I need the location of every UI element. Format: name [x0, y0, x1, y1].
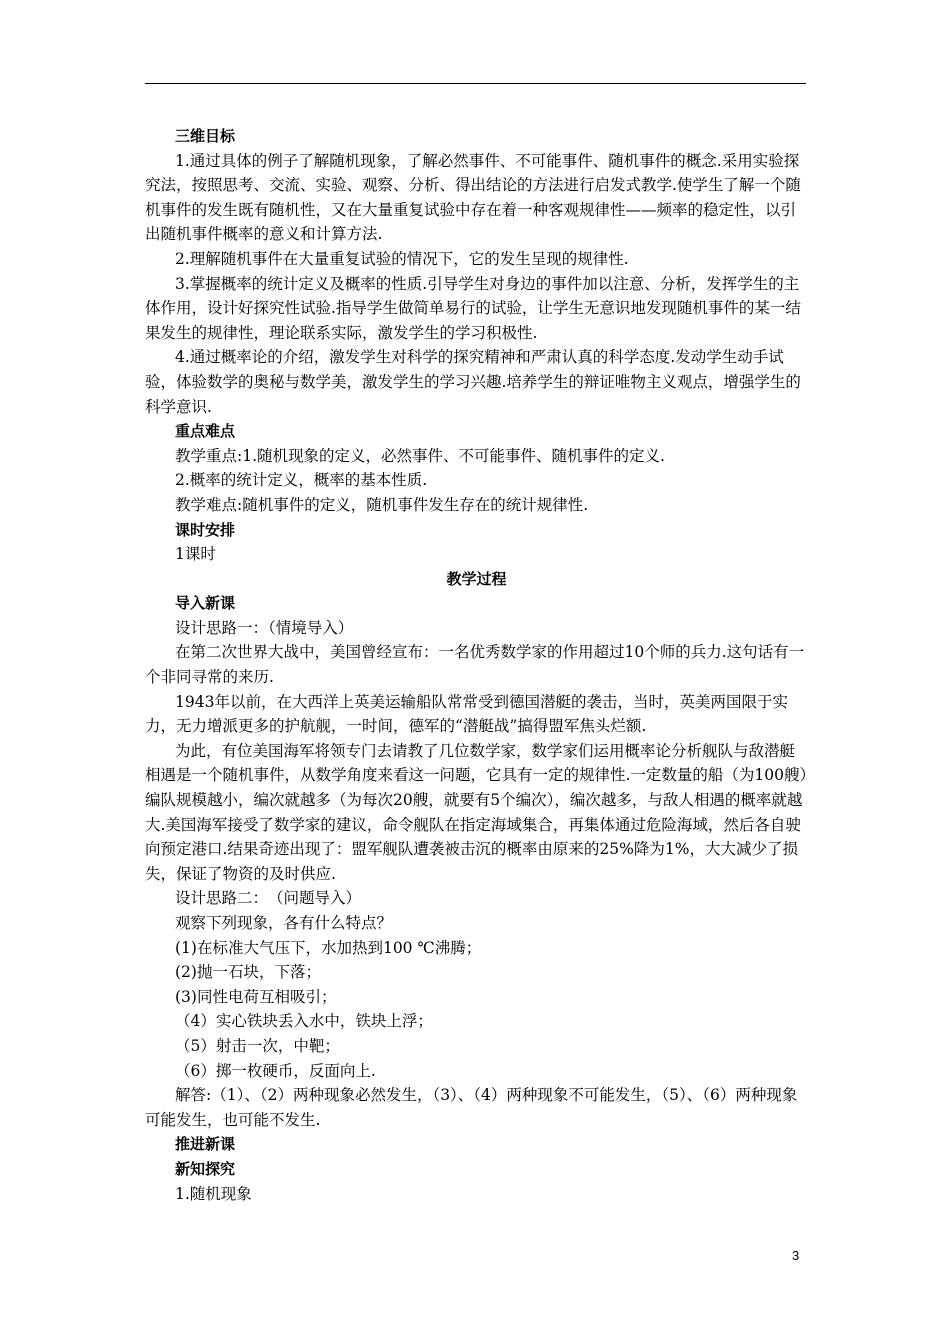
phenomenon-item: （4）实心铁块丢入水中，铁块上浮； — [175, 1012, 433, 1031]
heading-key-points: 重点难点 — [175, 422, 236, 441]
goal-paragraph: 3.掌握概率的统计定义及概率的性质.引导学生对身边的事件加以注意、分析，发挥学生的主体作用，设计好探究性试验.指导学生做简单易行的试验，让学生无意识地发现随机事件的某一结果发生的规律性，理论联系实际，激发学生的学习积极性. — [145, 274, 801, 342]
phenomenon-item: （6）掷一枚硬币，反面向上. — [175, 1061, 376, 1080]
goal-paragraph: 1.通过具体的例子了解随机现象，了解必然事件、不可能事件、随机事件的概念.采用实验探究法，按照思考、交流、实验、观察、分析、得出结论的方法进行启发式教学.使学生了解一个随机事件的发生既有随机性，又在大量重复试验中存在着一种客观规律性——频率的稳定性，以引出随机事件概率的意义和计算方法. — [145, 151, 801, 244]
phenomenon-item: (1)在标准大气压下，水加热到100 ℃沸腾； — [175, 938, 482, 957]
heading-intro: 导入新课 — [175, 594, 236, 613]
intro-paragraph: 在第二次世界大战中，美国曾经宣布：一名优秀数学家的作用超过10个师的兵力.这句话有一个非同寻常的来历. — [145, 643, 805, 687]
key-point: 教学重点:1.随机现象的定义，必然事件、不可能事件、随机事件的定义. — [175, 446, 665, 465]
key-point: 2.概率的统计定义，概率的基本性质. — [175, 471, 428, 490]
heading-explore: 新知探究 — [175, 1159, 236, 1178]
heading-schedule: 课时安排 — [175, 520, 236, 539]
key-point: 教学难点:随机事件的定义，随机事件发生存在的统计规律性. — [175, 495, 589, 514]
phenomenon-item: (2)抛一石块，下落； — [175, 963, 321, 982]
header-rule — [145, 83, 806, 84]
answer-paragraph: 解答:（1）、（2）两种现象必然发生，（3）、（4）两种现象不可能发生，（5）、（6）两种现象可能发生，也可能不发生. — [145, 1086, 798, 1129]
intro-paragraph: 观察下列现象，各有什么特点？ — [175, 914, 393, 932]
page-number: 3 — [792, 1248, 800, 1263]
explore-item: 1.随机现象 — [175, 1184, 252, 1203]
goal-paragraph: 2.理解随机事件在大量重复试验的情况下，它的发生呈现的规律性. — [175, 249, 629, 268]
intro-paragraph: 设计思路二： （问题导入） — [175, 889, 362, 908]
document-body — [145, 124, 808, 1206]
process-title: 教学过程 — [446, 569, 507, 588]
intro-paragraph: 1943年以前，在大西洋上英美运输船队常常受到德国潜艇的袭击，当时，英美两国限于实力，无力增派更多的护航舰，一时间，德军的“潜艇战”搞得盟军焦头烂额. — [145, 692, 788, 736]
phenomenon-item: （5）射击一次，中靶； — [175, 1036, 340, 1055]
intro-paragraph: 为此，有位美国海军将领专门去请教了几位数学家，数学家们运用概率论分析舰队与敌潜艇相遇是一个随机事件，从数学角度来看这一问题，它具有一定的规律性.一定数量的船（为100艘）编队规模越小，编次就越多（为每次20艘，就要有5个编次），编次越多，与敌人相遇的概率就越大.美国海军接受了数学家的建议，命令舰队在指定海域集合，再集体通过危险海域，然后各自驶向预定港口.结果奇迹出现了：盟军舰队遭袭被击沉的概率由原来的25%降为1%，大大减少了损失，保证了物资的及时供应. — [145, 741, 808, 883]
schedule-text: 1课时 — [175, 545, 216, 564]
heading-goals: 三维目标 — [175, 127, 236, 145]
heading-advance: 推进新课 — [175, 1135, 236, 1154]
phenomenon-item: (3)同性电荷互相吸引； — [175, 987, 337, 1006]
goal-paragraph: 4.通过概率论的介绍，激发学生对科学的探究精神和严肃认真的科学态度.发动学生动手试验，体验数学的奥秘与数学美，激发学生的学习兴趣.培养学生的辩证唯物主义观点，增强学生的科学意识. — [145, 348, 801, 416]
intro-paragraph: 设计思路一：（情境导入） — [175, 618, 354, 637]
